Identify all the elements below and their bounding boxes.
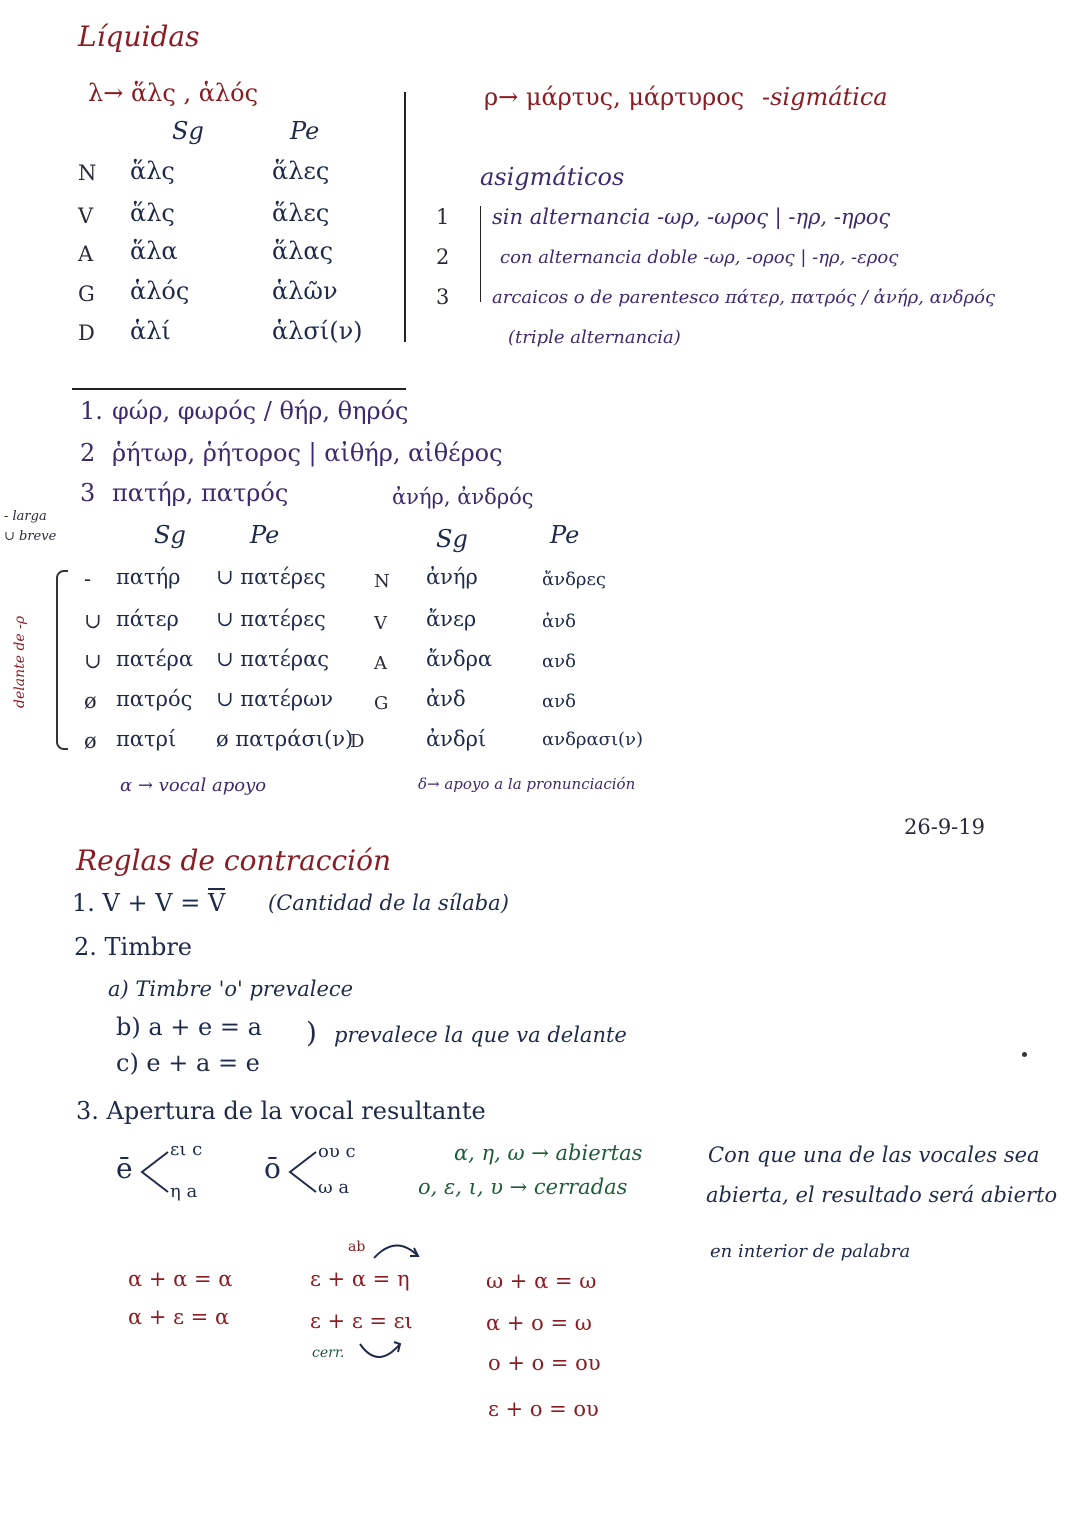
triple-note: (triple alternancia)	[508, 327, 681, 348]
sigmatica-label: -sigmática	[762, 83, 888, 111]
rho-bracket	[480, 206, 481, 302]
pl-form: ἅλες	[272, 199, 330, 227]
rule-3: 3. Apertura de la vocal resultante	[76, 1097, 486, 1125]
o-bot: ω a	[318, 1177, 350, 1198]
liquidas-col-pl: Pe	[290, 117, 320, 145]
sg-form: πατρί	[116, 727, 177, 751]
horizontal-divider	[72, 388, 406, 390]
e-long: ē	[116, 1152, 133, 1185]
quantity-mark: ø	[84, 689, 97, 713]
lambda-head: λ→ ἅλς , ἁλός	[88, 79, 259, 107]
case-label: A	[374, 653, 387, 674]
pl-form: ανδρασι(ν)	[542, 729, 644, 750]
sg-form: ἄνερ	[426, 607, 477, 631]
e-branch-icon	[138, 1148, 170, 1196]
case-label: A	[78, 242, 94, 266]
pl-form: ∪ πατέρων	[216, 687, 333, 711]
aner-note: δ→ apoyo a la pronunciación	[418, 775, 636, 793]
example-text: φώρ, φωρός / θήρ, θηρός	[112, 397, 409, 425]
sg-form: ἅλα	[130, 237, 178, 265]
case-label: N	[374, 571, 390, 592]
sg-form: πατήρ	[116, 565, 181, 589]
rule-2-note: prevalece la que va delante	[334, 1023, 627, 1047]
rule-1-long-v: V	[207, 889, 226, 917]
legend-breve: ∪ breve	[4, 529, 57, 544]
pl-form: ἅλας	[272, 237, 334, 265]
sg-form: ἁλός	[130, 277, 190, 305]
sg-form: ἅλς	[130, 157, 175, 185]
rule-1-note: (Cantidad de la sílaba)	[268, 891, 509, 915]
example-num: 3	[80, 479, 96, 507]
pl-form: ανδ	[542, 691, 576, 712]
sg-form: πατρός	[116, 687, 193, 711]
equation: α + α = α	[128, 1267, 233, 1291]
quantity-mark: -	[84, 567, 92, 591]
rule-2c: c) e + a = e	[116, 1049, 260, 1077]
case-label: G	[78, 282, 95, 306]
open-note-3: en interior de palabra	[710, 1241, 911, 1262]
pl-form: ∪ πατέρες	[216, 565, 326, 589]
quantity-mark: ∪	[84, 649, 102, 673]
case-label: D	[78, 321, 95, 345]
pater-brace	[56, 570, 68, 750]
sg-form: ἁλί	[130, 317, 171, 345]
equation: α + ε = α	[128, 1305, 230, 1329]
open-note-2: abierta, el resultado será abierto	[706, 1183, 1058, 1207]
o-long: ō	[264, 1152, 281, 1185]
sg-form: πατέρα	[116, 647, 194, 671]
aner-col-sg: Sg	[436, 525, 468, 553]
example-text: ῥήτωρ, ῥήτορος | αἰθήρ, αἰθέρος	[112, 439, 503, 467]
rule-1	[72, 888, 225, 916]
quantity-mark: ø	[84, 729, 97, 753]
rho-head: ρ→ μάρτυς, μάρτυρος	[484, 83, 745, 111]
case-label: N	[78, 161, 97, 185]
e-top: ει c	[170, 1139, 203, 1160]
pl-form: ἀνδ	[542, 611, 576, 632]
pl-form: ø πατράσι(ν)	[216, 727, 354, 751]
quantity-mark: ∪	[84, 609, 102, 633]
asigmaticos-label: asigmáticos	[480, 163, 625, 191]
pater-col-pl: Pe	[250, 521, 280, 549]
pl-form: ἁλῶν	[272, 277, 338, 305]
equation: ε + α = η	[310, 1267, 410, 1291]
equation: ω + α = ω	[486, 1269, 597, 1293]
liquidas-title: Líquidas	[78, 20, 200, 53]
case-label: V	[374, 613, 387, 634]
sg-form: ἅλς	[130, 199, 175, 227]
pl-form: ∪ πατέρες	[216, 607, 326, 631]
rule-2-paren: )	[306, 1016, 317, 1049]
o-top: ου c	[318, 1141, 356, 1162]
closed-vowels: ο, ε, ι, υ → cerradas	[418, 1175, 628, 1199]
aner-col-pl: Pe	[550, 521, 580, 549]
sg-form: ἀνήρ	[426, 565, 478, 589]
case-label: G	[374, 693, 389, 714]
rule-1-text: 1. V + V =	[72, 889, 208, 917]
rho-item-text: sin alternancia -ωρ, -ωρος | -ηρ, -ηρος	[492, 205, 891, 229]
pl-form: ἅλες	[272, 157, 330, 185]
rule-2a: a) Timbre 'o' prevalece	[108, 977, 354, 1001]
legend-larga: - larga	[4, 509, 47, 524]
sg-form: ἀνδ	[426, 687, 466, 711]
rule-2b: b) a + e = a	[116, 1013, 262, 1041]
sg-form: πάτερ	[116, 607, 179, 631]
delante-note: delante de -ρ	[12, 615, 28, 708]
rho-item-text: con alternancia doble -ωρ, -ορος | -ηρ, -ερος	[500, 247, 899, 268]
example-text: πατήρ, πατρός	[112, 479, 289, 507]
liquidas-col-sg: Sg	[172, 117, 204, 145]
example-num: 1.	[80, 397, 103, 425]
pater-note: α → vocal apoyo	[120, 775, 267, 796]
case-label: V	[78, 204, 94, 228]
sg-form: ἄνδρα	[426, 647, 493, 671]
rules-title: Reglas de contracción	[76, 844, 391, 877]
ab-label: ab	[348, 1239, 366, 1255]
date-label: 26-9-19	[904, 815, 985, 839]
equation: ε + ε = ει	[310, 1309, 413, 1333]
pl-form: ∪ πατέρας	[216, 647, 330, 671]
pater-col-sg: Sg	[154, 521, 186, 549]
pl-form: ανδ	[542, 651, 576, 672]
example-num: 2	[80, 439, 96, 467]
ink-dot	[1022, 1052, 1027, 1057]
vertical-divider	[404, 92, 406, 342]
pl-form: ἁλσί(ν)	[272, 317, 363, 345]
rho-item-num: 1	[436, 205, 450, 229]
rho-item-text: arcaicos o de parentesco πάτερ, πατρός / ἀνήρ, ανδρός	[492, 287, 996, 308]
cerr-label: cerr.	[312, 1345, 345, 1361]
rho-item-num: 3	[436, 285, 450, 309]
e-bot: η a	[170, 1181, 198, 1202]
rho-item-num: 2	[436, 245, 450, 269]
curved-arrow-icon	[370, 1238, 426, 1266]
rule-2: 2. Timbre	[74, 933, 193, 961]
open-note-1: Con que una de las vocales sea	[708, 1143, 1040, 1167]
equation: ε + ο = ου	[488, 1397, 599, 1421]
equation: ο + ο = ου	[488, 1351, 601, 1375]
o-branch-icon	[286, 1148, 318, 1196]
equation: α + ο = ω	[486, 1311, 592, 1335]
open-vowels: α, η, ω → abiertas	[454, 1141, 643, 1165]
pl-form: ἄνδρες	[542, 569, 606, 590]
curved-arrow-icon	[356, 1336, 408, 1366]
case-label: D	[350, 731, 365, 752]
sg-form: ἀνδρί	[426, 727, 487, 751]
aner-head: ἀνήρ, ἀνδρός	[392, 485, 534, 509]
